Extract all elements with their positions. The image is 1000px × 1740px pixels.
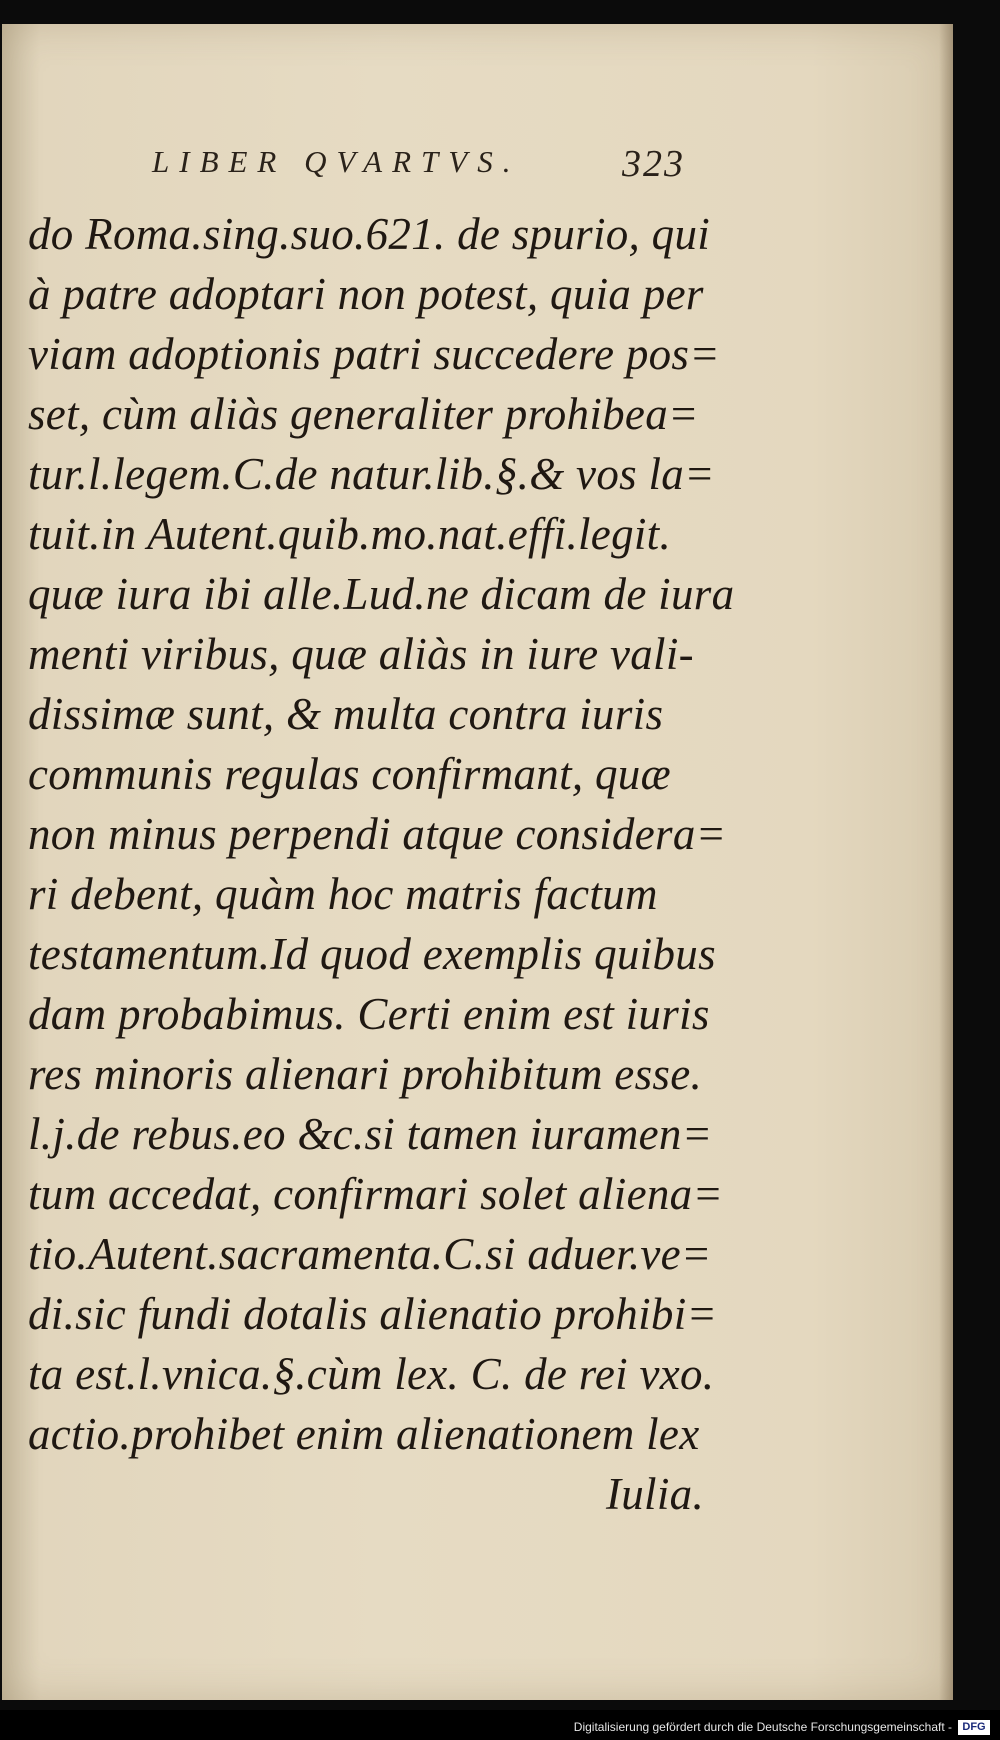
text-line-final: Iulia.	[605, 1469, 704, 1519]
text-line: quæ iura ibi alle.Lud.ne dicam de iura	[28, 569, 735, 619]
body-text	[28, 204, 735, 1524]
text-line: tum accedat, confirmari solet aliena=	[28, 1169, 724, 1219]
text-line: dissimæ sunt, & multa contra iuris	[28, 689, 664, 739]
digitization-footer	[0, 1710, 1000, 1740]
text-line: viam adoptionis patri succedere pos=	[28, 329, 720, 379]
text-line: do Roma.sing.suo.621. de spurio, qui	[28, 209, 711, 259]
text-line: actio.prohibet enim alienationem lex	[28, 1409, 700, 1459]
running-title: LIBER QVARTVS.	[152, 144, 521, 179]
text-line: tur.l.legem.C.de natur.lib.§.& vos la=	[28, 449, 715, 499]
text-line: res minoris alienari prohibitum esse.	[28, 1049, 703, 1099]
text-line: tuit.in Autent.quib.mo.nat.effi.legit.	[28, 509, 672, 559]
text-line: menti viribus, quæ aliàs in iure vali-	[28, 629, 694, 679]
book-page	[2, 24, 953, 1700]
text-line: dam probabimus. Certi enim est iuris	[28, 989, 710, 1039]
text-line: communis regulas confirmant, quæ	[28, 749, 671, 799]
text-line: set, cùm aliàs generaliter prohibea=	[28, 389, 699, 439]
text-line: ta est.l.vnica.§.cùm lex. C. de rei vxo.	[28, 1349, 715, 1399]
text-line: l.j.de rebus.eo &c.si tamen iuramen=	[28, 1109, 713, 1159]
text-line: tio.Autent.sacramenta.C.si aduer.ve=	[28, 1229, 712, 1279]
funding-credit: Digitalisierung gefördert durch die Deutsche Forschungsgemeinschaft -	[573, 1720, 952, 1734]
dfg-logo: DFG	[958, 1720, 990, 1735]
text-line: di.sic fundi dotalis alienatio prohibi=	[28, 1289, 718, 1339]
running-head	[2, 124, 953, 194]
text-line: testamentum.Id quod exemplis quibus	[28, 929, 716, 979]
text-line: non minus perpendi atque considera=	[28, 809, 727, 859]
page-number: 323	[622, 143, 685, 185]
text-line: ri debent, quàm hoc matris factum	[28, 869, 658, 919]
text-line: à patre adoptari non potest, quia per	[28, 269, 704, 319]
